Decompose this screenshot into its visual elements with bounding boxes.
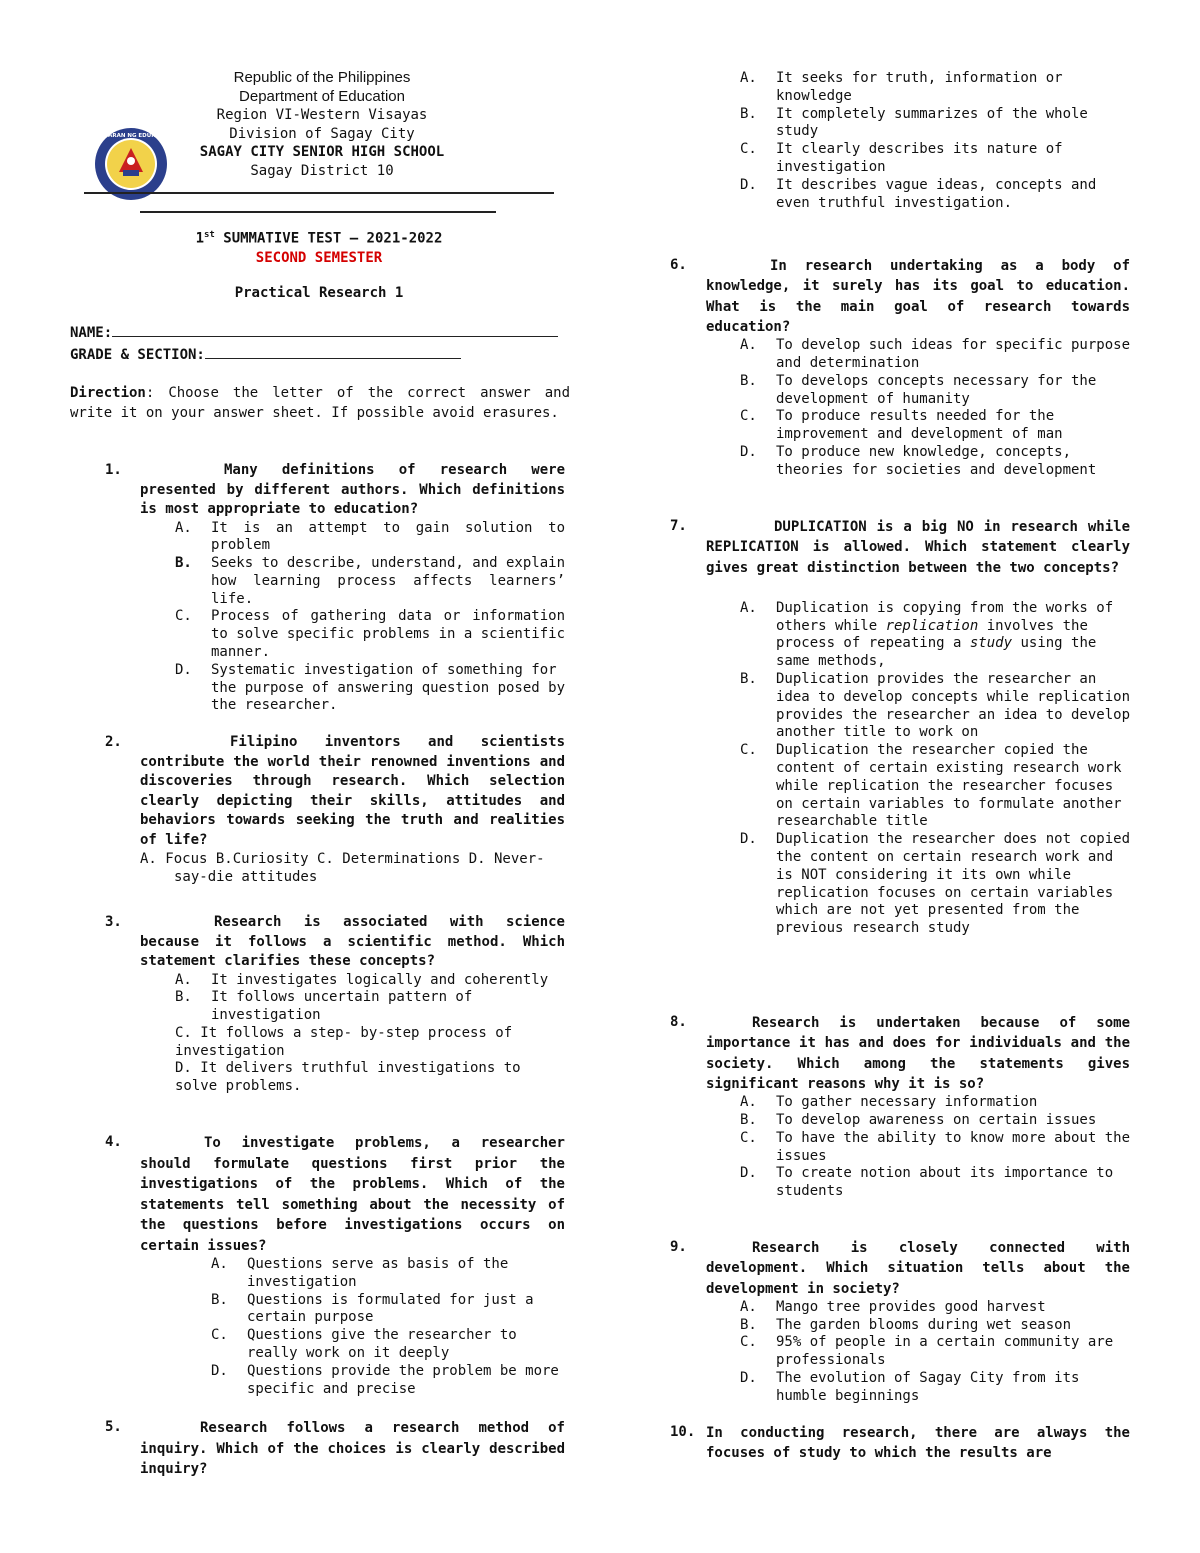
- option-c[interactable]: C. To produce results needed for the improvement and development of man: [740, 408, 1063, 443]
- question-stem: Filipino inventors and scientists contribute the world their renowned inventions and discoveries through research. Which selection clearly depicting their skills, attitudes and behaviors towards seeking the truth and realities of life?: [140, 734, 565, 848]
- question-7: 7. DUPLICATION is a big NO in research while REPLICATION is allowed. Which statement clearly gives great distinction between the two concepts? A. Duplication is copying from the works of others while replication involves the process of repeating a study using the same methods, B. Duplication provides the researcher an idea to develop concepts while replication provides the researcher an idea to develop another title to work on C. Duplication the researcher copied the content of certain existing research work while replication the researcher focuses on certain variables to formulate another researchable title D. Duplication the researcher does not copied the content on certain research work and is NOT considering it its own while replication focuses on certain variables which are not yet presented from the previous research study: [670, 518, 1131, 937]
- question-6: 6. In research undertaking as a body of knowledge, it surely has its goal to education. What is the main goal of research towards education? A. To develop such ideas for specific purpose and determination B. To develops concepts necessary for the development of humanity C. To produce results needed for the improvement and development of man D. To produce new knowledge, concepts, theories for societies and development: [670, 257, 1131, 478]
- option-d[interactable]: D. Duplication the researcher does not copied the content on certain research work and is NOT considering it its own while replication focuses on certain variables which are not yet presented from the previous research study: [740, 831, 1131, 937]
- question-5: 5. Research follows a research method of inquiry. Which of the choices is clearly described inquiry?: [105, 1418, 565, 1480]
- option-b[interactable]: B. The garden blooms during wet season: [740, 1316, 1072, 1333]
- question-stem: To investigate problems, a researcher should formulate questions first prior the investigations of the problems. Which of the statements tell something about the necessity of the questions before investigations occurs on certain issues?: [140, 1135, 565, 1254]
- question-stem: Research is closely connected with development. Which situation tells about the development in society?: [706, 1240, 1130, 1297]
- option-c[interactable]: C. Process of gathering data or information to solve specific problems in a scientific manner.: [175, 608, 566, 661]
- district-line: Sagay District 10: [250, 162, 394, 179]
- option-d[interactable]: D. Questions provide the problem be more specific and precise: [211, 1362, 559, 1397]
- question-3: 3. Research is associated with science because it follows a scientific method. Which statement clarifies these concepts? A. It investigates logically and coherently B. It follows uncertain pattern of investigation C. It follows a step- by-step process of investigation D. It delivers truthful investigations to solve problems.: [105, 914, 565, 1095]
- option-a[interactable]: A. To develop such ideas for specific purpose and determination: [740, 337, 1131, 371]
- header-divider: [84, 192, 554, 194]
- option-b[interactable]: B. To develop awareness on certain issues: [740, 1111, 1097, 1128]
- option-a[interactable]: A. It seeks for truth, information or knowledge: [740, 70, 1063, 104]
- option-c[interactable]: C. It clearly describes its nature of investigation: [740, 141, 1063, 175]
- option-d[interactable]: D. The evolution of Sagay City from its humble beginnings: [740, 1370, 1080, 1404]
- subject-title: Practical Research 1: [234, 285, 404, 301]
- option-d[interactable]: D. Systematic investigation of something for the purpose of answering question posed by the researcher.: [175, 661, 566, 714]
- region-line: Region VI-Western Visayas: [216, 107, 428, 123]
- option-c[interactable]: C. To have the ability to know more about the issues: [740, 1129, 1131, 1164]
- question-stem: In research undertaking as a body of knowledge, it surely has its goal to education. What is the main goal of research towards education?: [706, 258, 1130, 335]
- grade-section-field[interactable]: GRADE & SECTION:: [70, 346, 461, 363]
- question-stem: DUPLICATION is a big NO in research while REPLICATION is allowed. Which statement clearly gives great distinction between the two concepts?: [706, 519, 1130, 576]
- option-b[interactable]: B. To develops concepts necessary for the development of humanity: [740, 372, 1097, 407]
- question-stem: Research is undertaken because of some importance it has and does for individuals and the society. Which among the statements gives significant reasons why it is so?: [706, 1015, 1130, 1092]
- department-line: Department of Education: [239, 87, 405, 105]
- option-a[interactable]: A. It investigates logically and coherently: [175, 971, 549, 988]
- question-1: 1. Many definitions of research were presented by different authors. Which definitions is most appropriate to education? A. It is an attempt to gain solution to problem B. Seeks to describe, understand, and explain how learning process affects learners’ life. C. Process of gathering data or information to solve specific problems in a scientific manner. D. Systematic investigation of something for the purpose of answering question posed by the researcher.: [105, 462, 566, 714]
- option-d[interactable]: D. To produce new knowledge, concepts, theories for societies and development: [740, 443, 1097, 478]
- question-5-options: [740, 70, 1130, 212]
- question-9: 9. Research is closely connected with development. Which situation tells about the development in society? A. Mango tree provides good harvest B. The garden blooms during wet season C. 95% of people in a certain community are professionals D. The evolution of Sagay City from its humble beginnings: [670, 1239, 1130, 1404]
- division-line: Division of Sagay City: [229, 125, 415, 142]
- option-b[interactable]: B. It follows uncertain pattern of investigation: [175, 989, 473, 1024]
- option-a[interactable]: A. To gather necessary information: [740, 1094, 1038, 1111]
- option-a[interactable]: A. Duplication is copying from the works of others while replication involves the process of repeating a study using the same methods,: [740, 599, 1114, 670]
- question-stem: In conducting research, there are always the focuses of study to which the results are: [706, 1425, 1130, 1462]
- question-stem: Many definitions of research were presented by different authors. Which definitions is most appropriate to education?: [140, 462, 565, 517]
- test-title: 1st SUMMATIVE TEST – 2021-2022: [195, 230, 443, 247]
- option-a[interactable]: A. Questions serve as basis of the investigation: [211, 1256, 509, 1290]
- option-d[interactable]: D. To create notion about its importance to students: [740, 1165, 1114, 1200]
- question-8: 8. Research is undertaken because of some importance it has and does for individuals and the society. Which among the statements gives significant reasons why it is so? A. To gather necessary information B. To develop awareness on certain issues C. To have the ability to know more about the issues D. To create notion about its importance to students: [670, 1014, 1131, 1200]
- option-c[interactable]: C. 95% of people in a certain community are professionals: [740, 1334, 1114, 1369]
- option-d[interactable]: D. It delivers truthful investigations to solve problems.: [175, 1060, 521, 1095]
- question-stem: Research follows a research method of inquiry. Which of the choices is clearly described inquiry?: [140, 1420, 565, 1477]
- option-b[interactable]: B. Seeks to describe, understand, and explain how learning process affects learners’ life.: [175, 555, 566, 607]
- letterhead: [90, 69, 554, 180]
- option-d[interactable]: D. It describes vague ideas, concepts and even truthful investigation.: [740, 176, 1097, 211]
- name-field[interactable]: NAME:: [70, 324, 558, 341]
- question-10: 10. In conducting research, there are always the focuses of study to which the results are: [670, 1423, 1130, 1464]
- option-b[interactable]: B. Duplication provides the researcher an idea to develop concepts while replication provides the researcher an idea to develop another title to work on: [740, 671, 1131, 741]
- option-b[interactable]: B. Questions is formulated for just a certain purpose: [211, 1291, 534, 1326]
- republic-line: Republic of the Philippines: [233, 69, 411, 86]
- directions: Direction: Choose the letter of the correct answer and write it on your answer sheet. If possible avoid erasures.: [70, 385, 570, 421]
- svg-text:KAGAWARAN NG EDUKASYON: KAGAWARAN NG EDUKASYON: [85, 133, 177, 139]
- semester-label: SECOND SEMESTER: [255, 250, 383, 266]
- option-a[interactable]: A. Mango tree provides good harvest: [740, 1298, 1046, 1315]
- school-name: SAGAY CITY SENIOR HIGH SCHOOL: [199, 144, 445, 160]
- question-2: 2. Filipino inventors and scientists contribute the world their renowned inventions and discoveries through research. Which selection clearly depicting their skills, attitudes and behaviors towards seeking the truth and realities of life? A. Focus B.Curiosity C. Determinations D. Never-say-die attitudes: [105, 734, 565, 885]
- option-b[interactable]: B. It completely summarizes of the whole study: [740, 105, 1088, 140]
- option-c[interactable]: C. It follows a step- by-step process of investigation: [175, 1024, 513, 1059]
- header-divider-short: [140, 211, 496, 213]
- question-4: 4. To investigate problems, a researcher should formulate questions first prior the investigations of the problems. Which of the statements tell something about the necessity of the questions before investigations occurs on certain issues? A. Questions serve as basis of the investigation B. Questions is formulated for just a certain purpose C. Questions give the researcher to really work on it deeply D. Questions provide the problem be more specific and precise: [105, 1134, 565, 1397]
- option-line[interactable]: A. Focus B.Curiosity C. Determinations D. Never-say-die attitudes: [140, 851, 545, 885]
- option-a[interactable]: A. It is an attempt to gain solution to problem: [175, 519, 565, 554]
- question-stem: Research is associated with science because it follows a scientific method. Which statement clarifies these concepts?: [140, 914, 565, 969]
- option-c[interactable]: C. Duplication the researcher copied the content of certain existing research work while replication the researcher focuses on certain variables to formulate another researchable title: [740, 742, 1122, 830]
- option-c[interactable]: C. Questions give the researcher to really work on it deeply: [211, 1327, 517, 1361]
